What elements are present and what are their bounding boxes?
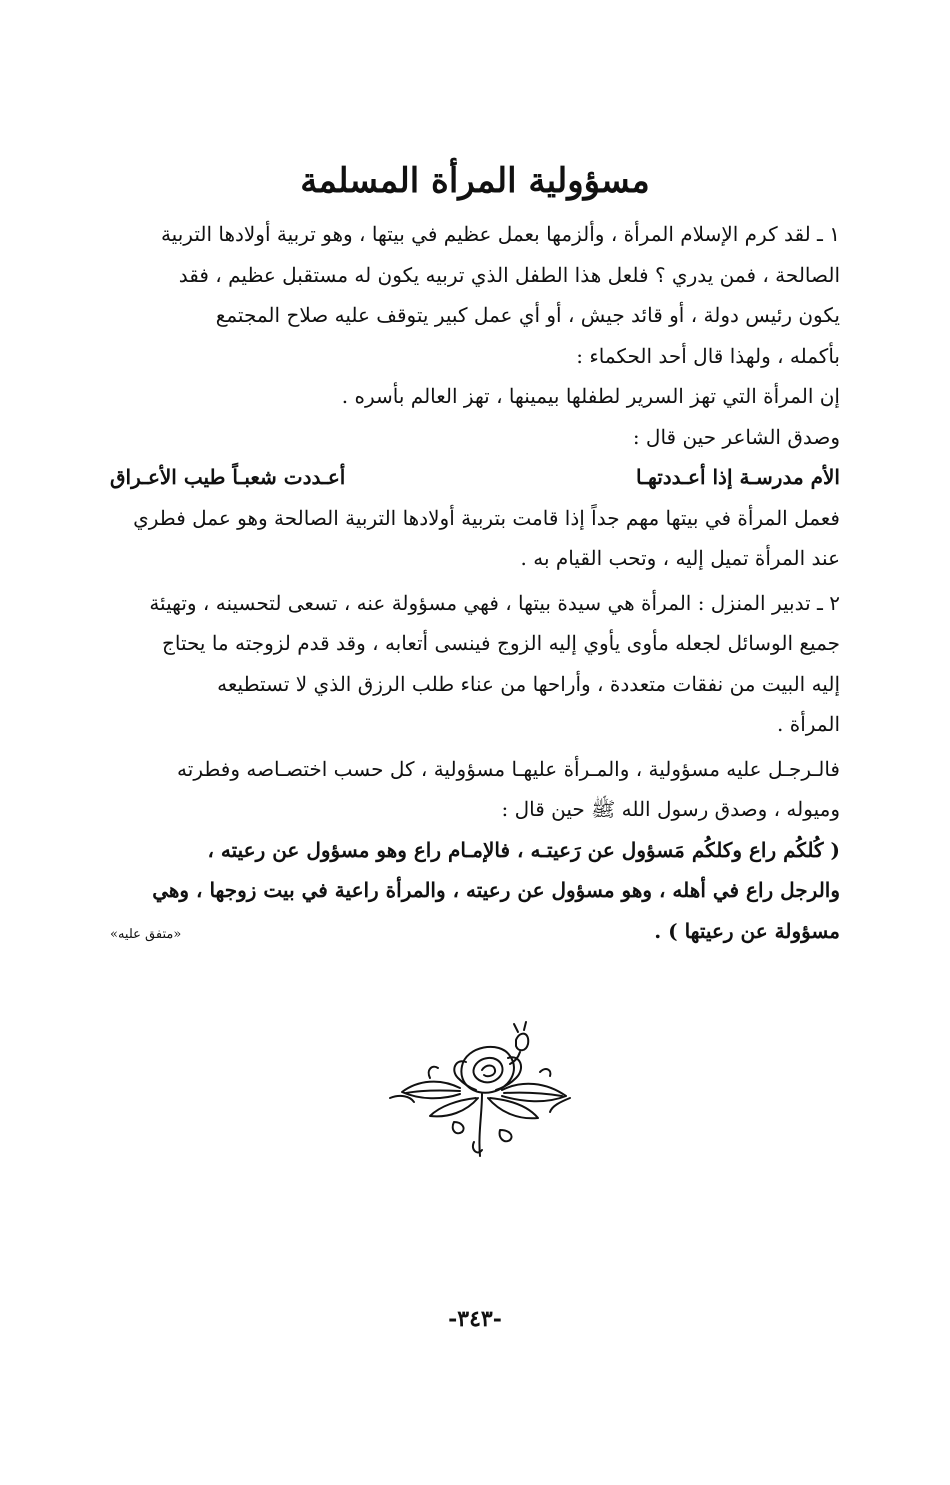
hadith-ending xyxy=(110,911,840,956)
hadith-last-line: مسؤولة عن رعيتها ) . xyxy=(654,918,840,943)
text-line: والرجل راع في أهله ، وهو مسؤول عن رعيته ، والمرأة راعية في بيت زوجها ، وهي xyxy=(152,878,840,902)
text-line: يكون رئيس دولة ، أو قائد جيش ، أو أي عمل كبير يتوقف عليه صلاح المجتمع xyxy=(215,303,840,327)
section-1-conclusion xyxy=(110,498,840,579)
poet-intro: وصدق الشاعر حين قال : xyxy=(632,424,840,449)
text-line: ٢ ـ تدبير المنزل : المرأة هي سيدة بيتها ، فهي مسؤولة عنه ، تسعى لتحسينه ، وتهيئة xyxy=(149,590,840,615)
text-line: بأكمله ، ولهذا قال أحد الحكماء : xyxy=(576,343,840,368)
section-2-intro xyxy=(110,583,840,745)
text-line: إليه البيت من نفقات متعددة ، وأراحها من عناء طلب الرزق الذي لا تستطيعه xyxy=(217,671,840,696)
body-text xyxy=(110,214,840,955)
wise-saying: إن المرأة التي تهز السرير لطفلها بيمينها ، تهز العالم بأسره . xyxy=(341,384,840,408)
text-line: ١ ـ لقد كرم الإسلام المرأة ، وألزمها بعمل عظيم في بيتها ، وهو تربية أولادها التربية xyxy=(160,222,840,246)
verse-second-hemistich: أعـددت شعبـاً طيب الأعـراق xyxy=(110,465,346,489)
page-number: -٣٤٣- xyxy=(448,1306,502,1332)
rose-ornament-icon xyxy=(370,1018,590,1168)
text-line: وميوله ، وصدق رسول الله ﷺ حين قال : xyxy=(501,797,840,821)
text-line: الصالحة ، فمن يدري ؟ فلعل هذا الطفل الذي تربيه يكون له مستقبل عظيم ، فقد xyxy=(178,262,840,287)
text-line: فعمل المرأة في بيتها مهم جداً إذا قامت بتربية أولادها التربية الصالحة وهو عمل فطري xyxy=(133,505,840,530)
hadith-quote xyxy=(110,830,840,911)
responsibility-paragraph xyxy=(110,749,840,830)
text-line: عند المرأة تميل إليه ، وتحب القيام به . xyxy=(520,546,840,570)
hadith-source-note: «متفق عليه» xyxy=(110,926,182,942)
section-1-intro xyxy=(110,214,840,376)
text-line: جميع الوسائل لجعله مأوى يأوي إليه الزوج فينسى أتعابه ، وقد قدم لزوجته ما يحتاج xyxy=(161,631,840,655)
text-line: ( كُلكُم راع وكلكُم مَسؤول عن رَعيتـه ، فالإمـام راع وهو مسؤول عن رعيته ، xyxy=(207,837,840,862)
text-line: فالـرجـل عليه مسؤولية ، والمـرأة عليهـا مسؤولية ، كل حسب اختصـاصه وفطرته xyxy=(177,756,840,781)
poem-verse xyxy=(110,457,840,498)
verse-first-hemistich: الأم مدرسـة إذا أعـددتهـا xyxy=(636,465,840,489)
page-title: مسؤولية المرأة المسلمة xyxy=(300,161,650,201)
text-line: المرأة . xyxy=(777,712,840,736)
